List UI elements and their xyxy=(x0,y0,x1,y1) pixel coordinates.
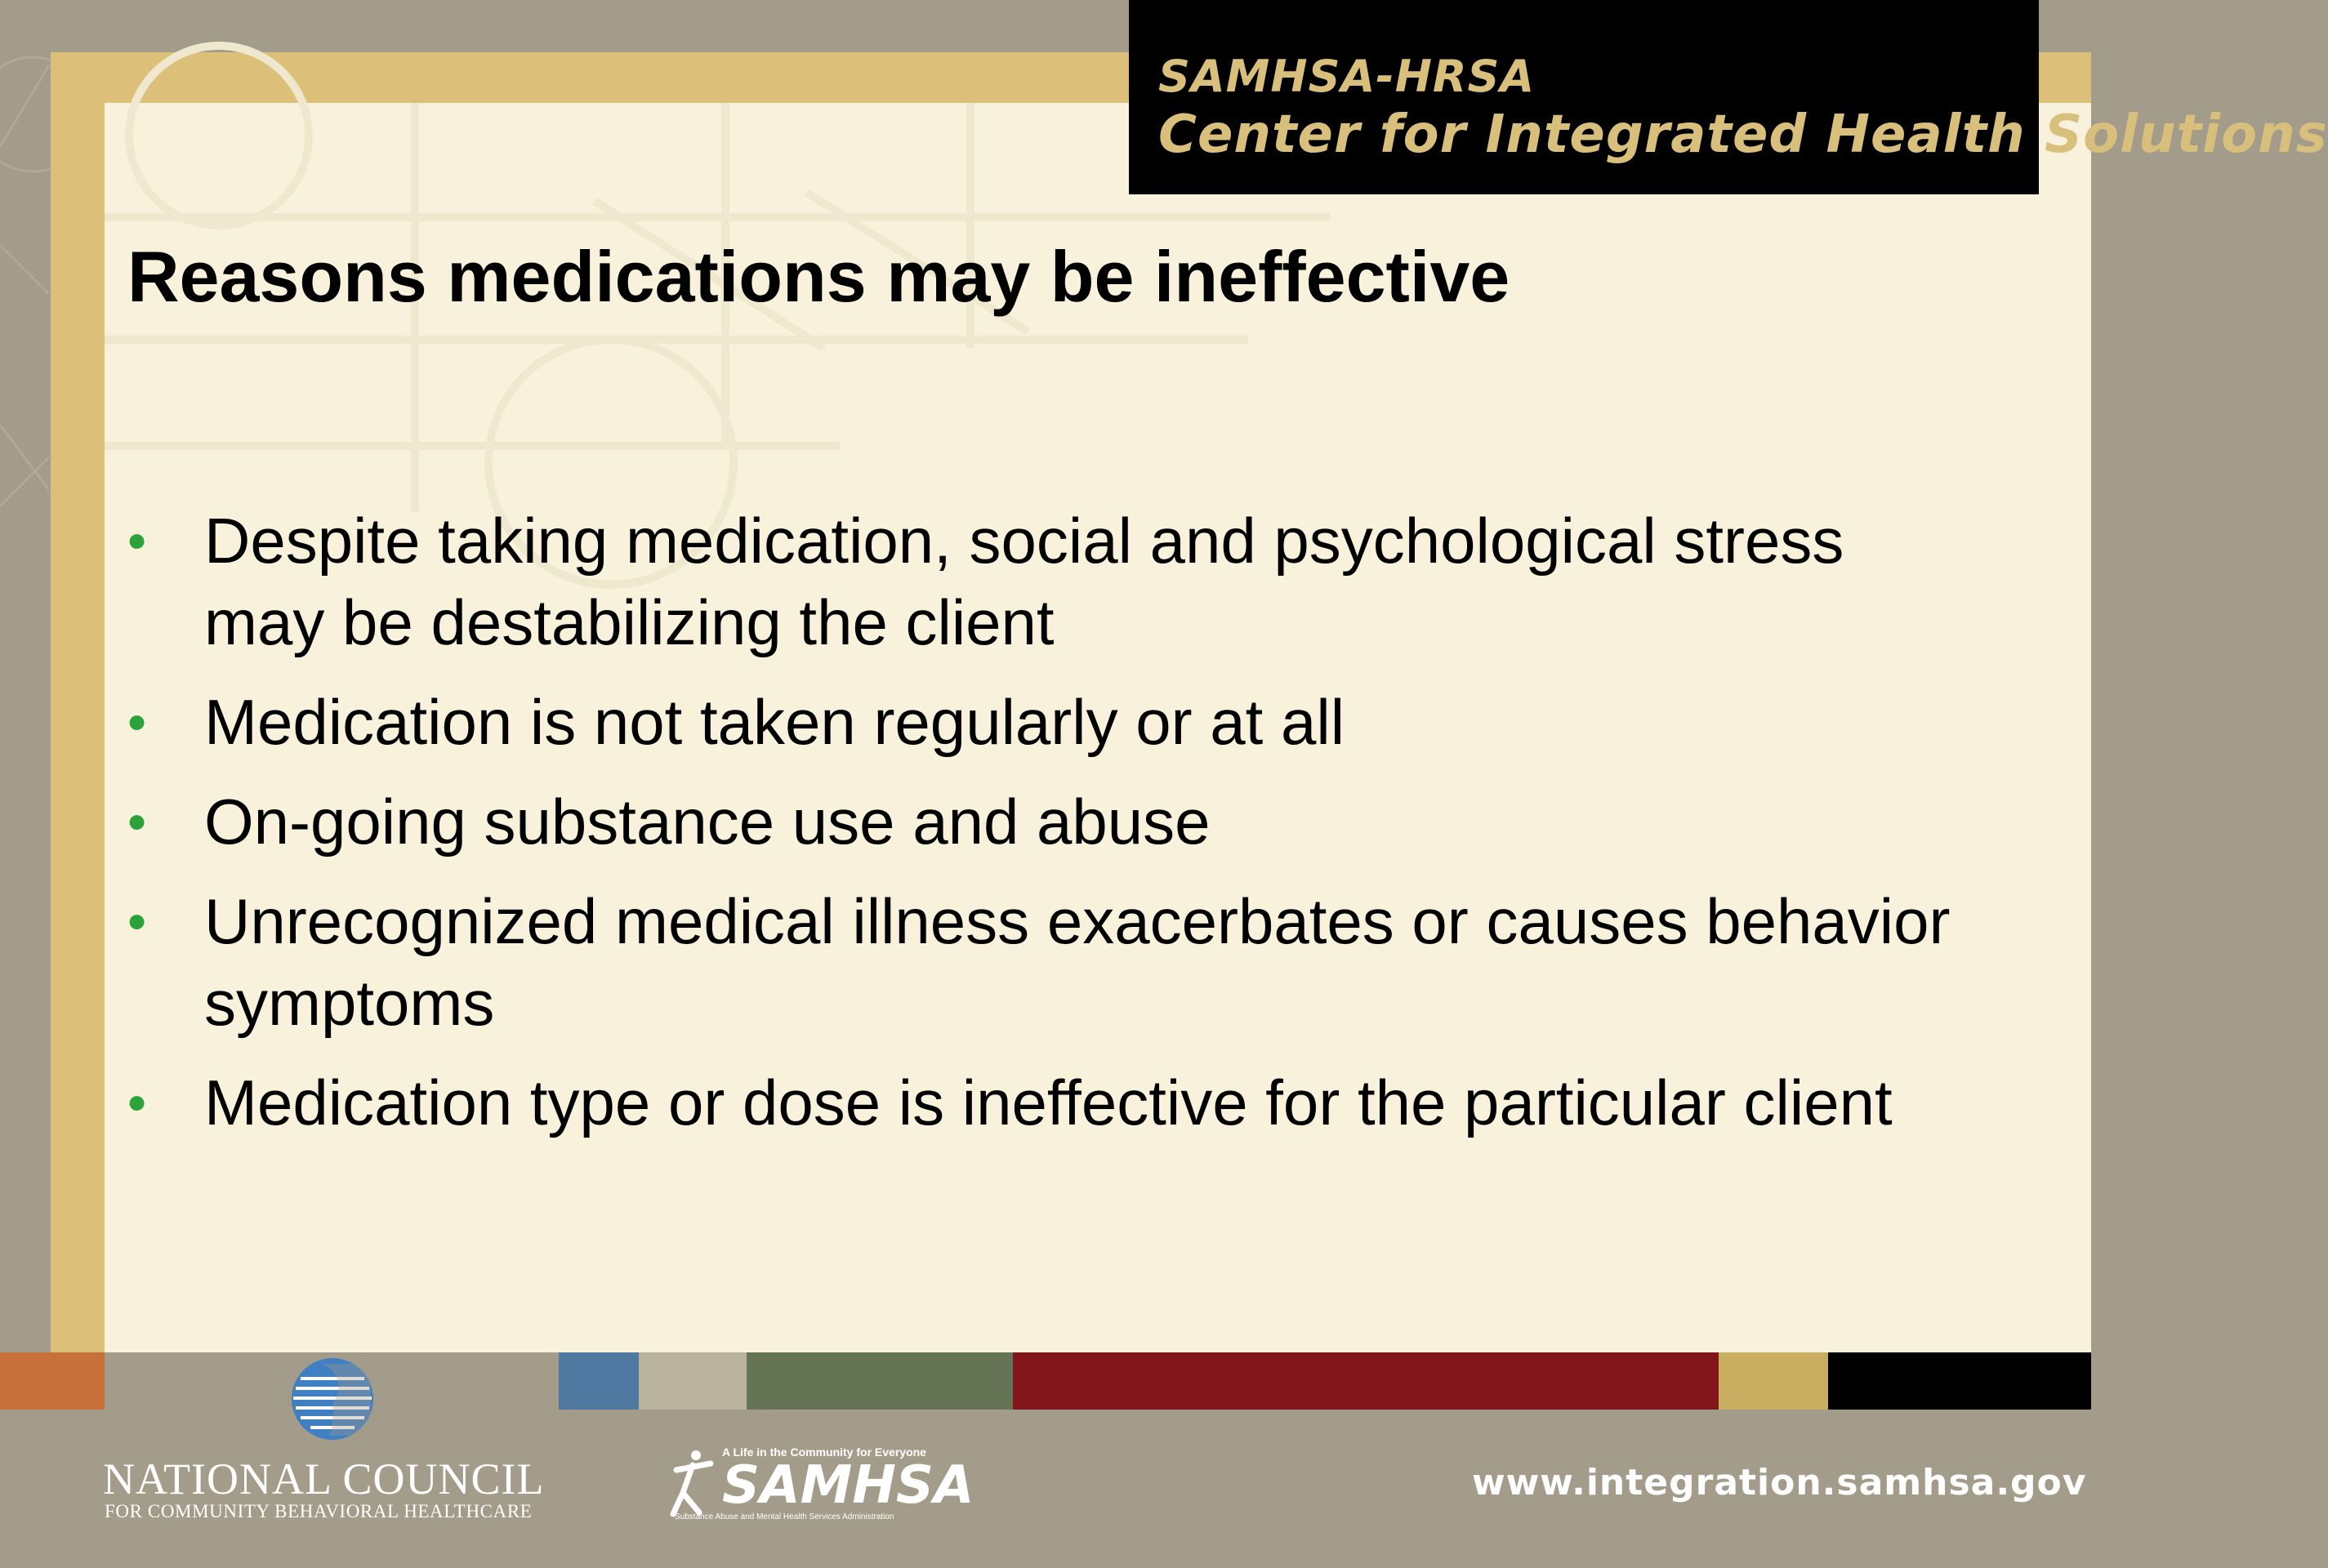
bullet-text: Unrecognized medical illness exacerbates or causes behavior symptoms xyxy=(204,885,1951,1039)
color-stripe-segment xyxy=(559,1352,639,1410)
bullet-icon: • xyxy=(127,791,147,852)
color-stripe-segment xyxy=(747,1352,1013,1410)
national-council-logo-text: NATIONAL COUNCIL xyxy=(103,1454,545,1503)
website-url: www.integration.samhsa.gov xyxy=(1472,1462,2087,1503)
bullet-item xyxy=(127,781,1965,862)
bullet-item xyxy=(127,880,1965,1044)
color-stripe-segment xyxy=(1013,1352,1719,1410)
color-stripe-segment xyxy=(1828,1352,2091,1410)
bullet-text: On-going substance use and abuse xyxy=(204,786,1211,858)
samhsa-logo-text: SAMHSA xyxy=(722,1455,974,1516)
header-banner xyxy=(1129,0,2328,194)
samhsa-figure-icon xyxy=(668,1446,717,1519)
national-council-logo-subtext: FOR COMMUNITY BEHAVIORAL HEALTHCARE xyxy=(105,1501,533,1521)
color-stripe-segment xyxy=(1719,1352,1828,1410)
bullet-list xyxy=(127,500,1965,1161)
header-center-name: Center for Integrated Health Solutions xyxy=(1158,105,2328,165)
bullet-icon: • xyxy=(127,692,147,752)
bullet-text: Medication is not taken regularly or at all xyxy=(204,686,1345,758)
samhsa-tagline: A Life in the Community for Everyone xyxy=(722,1446,926,1459)
bullet-text: Medication type or dose is ineffective for the particular client xyxy=(204,1067,1893,1138)
bullet-text: Despite taking medication, social and psychological stress may be destabilizing the client xyxy=(204,505,1844,658)
samhsa-subtitle: Substance Abuse and Mental Health Services Administration xyxy=(675,1512,894,1521)
bullet-icon: • xyxy=(127,1072,147,1133)
national-council-globe-icon xyxy=(289,1356,376,1442)
bullet-icon: • xyxy=(127,510,147,571)
bullet-icon: • xyxy=(127,891,147,951)
color-stripe-segment xyxy=(639,1352,747,1410)
slide-title: Reasons medications may be ineffective xyxy=(127,236,1510,317)
header-org-name: SAMHSA-HRSA xyxy=(1158,51,1536,102)
color-stripe-segment xyxy=(0,1352,105,1410)
bullet-item xyxy=(127,1062,1965,1143)
bullet-item xyxy=(127,681,1965,763)
bullet-item xyxy=(127,500,1965,663)
